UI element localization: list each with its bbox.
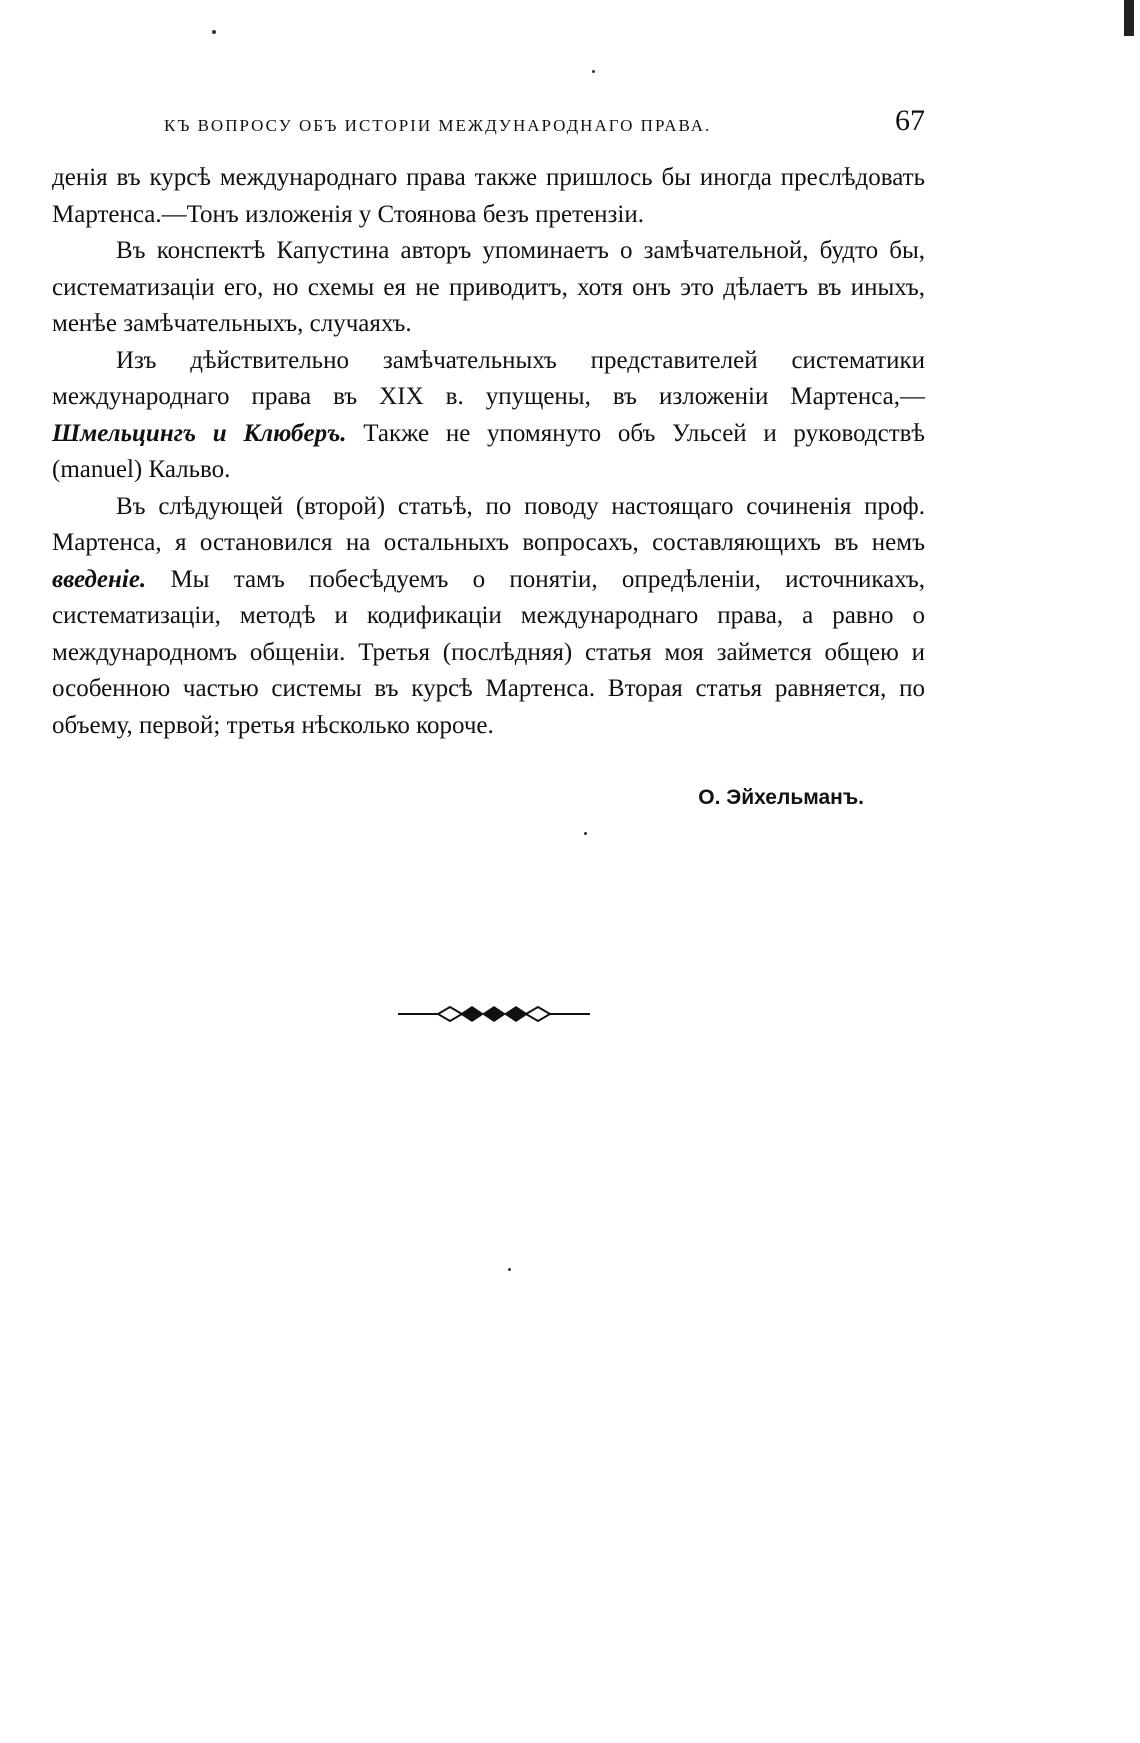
running-title: КЪ ВОПРОСУ ОБЪ ИСТОРІИ МЕЖДУНАРОДНАГО ПРАВА. [164,116,712,135]
paragraph-text: денія въ курсѣ международнаго права также пришлось бы иногда преслѣдовать Мартенса.—Тонъ изложенія у Стоянова безъ претензіи. [52,164,925,228]
paragraph-text: Также не упомянуто объ Ульсей и руководствѣ (manuel) Кальво. [52,419,925,483]
paragraph-next-article [52,489,925,745]
scan-speck [584,832,587,835]
scan-edge-mark [1124,0,1134,36]
paragraph-systematics [52,343,925,489]
paragraph-kapustin [52,233,925,343]
paragraph-text: Въ конспектѣ Капустина авторъ упоминаетъ о замѣчательной, будто бы, систематизаціи его, но схемы ея не приводитъ, хотя онъ это дѣлаетъ въ иныхъ, менѣе замѣчательныхъ, случаяхъ. [52,237,925,337]
scan-speck [212,30,216,34]
author-signature: О. Эйхельманъ. [698,786,864,809]
paragraph-text: Изъ дѣйствительно замѣчательныхъ представителей систематики международнаго права въ XIX в. упущены, въ изложеніи Мартенса,— [52,346,925,410]
page-number: 67 [895,104,925,137]
scan-speck [592,70,595,73]
body-text [52,160,925,744]
italic-names: Шмельцингъ и Клюберъ. [52,419,347,447]
paragraph-text: Мы тамъ побесѣдуемъ о понятіи, опредѣленіи, источникахъ, систематизаціи, методѣ и кодификаціи международнаго права, а равно о международномъ общеніи. Третья (послѣдняя) статья моя займется общею и особенною частью системы въ курсѣ Мартенса. Вторая статья равняется, по объему, первой; третья нѣсколько короче. [52,565,925,739]
paragraph-text: Въ слѣдующей (второй) статьѣ, по поводу настоящаго сочиненія проф. Мартенса, я остановился на остальныхъ вопросахъ, составляющихъ въ немъ [52,492,925,556]
fleuron-divider-icon [398,1002,590,1026]
scan-speck [508,1268,511,1271]
paragraph-continuation [52,160,925,233]
running-head [52,104,925,144]
italic-term: введеніе. [52,565,147,593]
